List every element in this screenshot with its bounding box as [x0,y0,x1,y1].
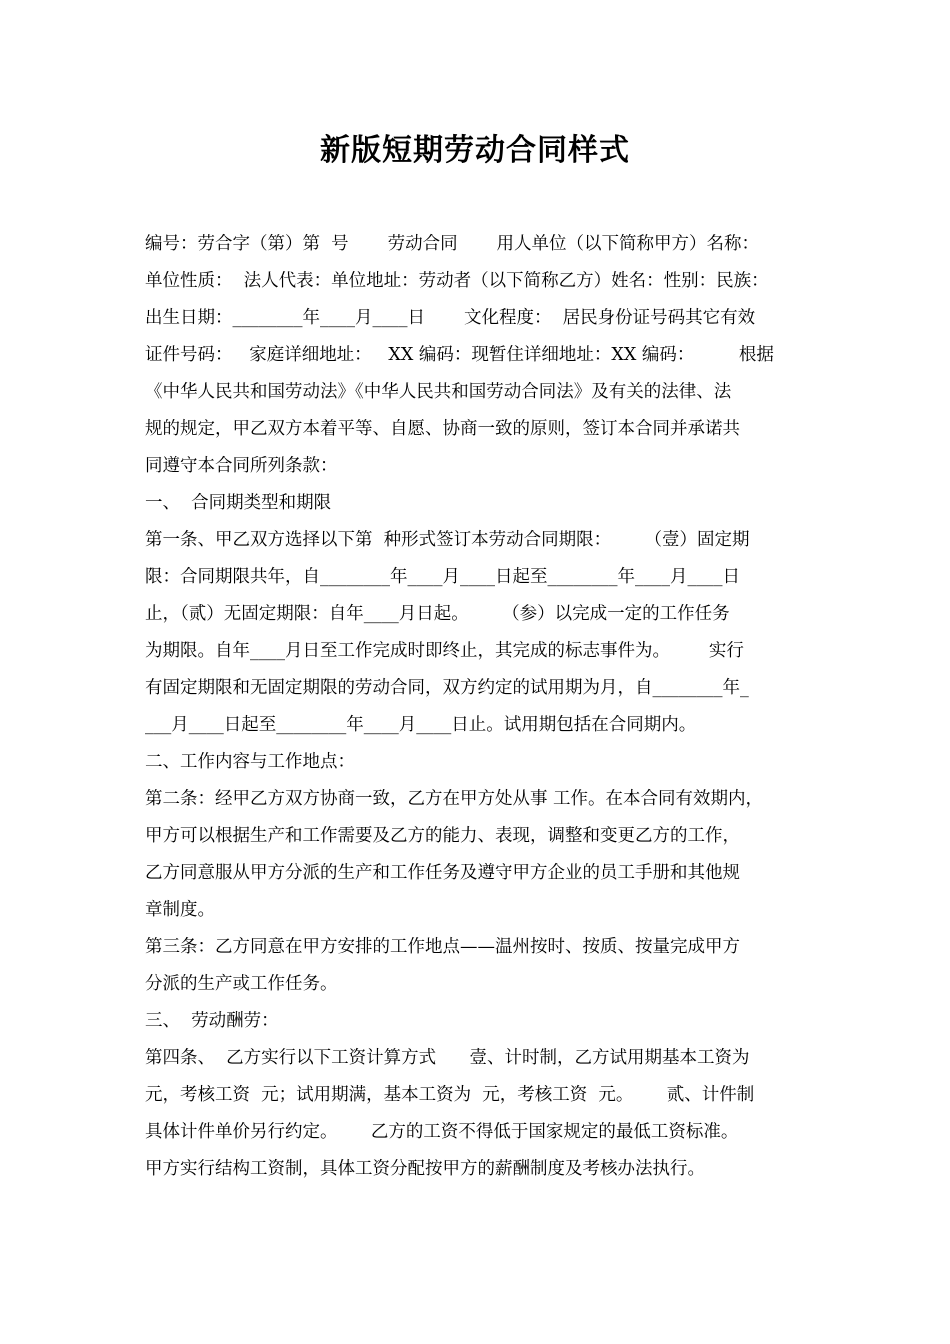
text-line: 为期限。自年____月日至工作完成时即终止，其完成的标志事件为。 实行 [145,641,744,661]
section-heading: 二、工作内容与工作地点： [145,752,355,772]
text-line: 第二条：经甲乙方双方协商一致，乙方在甲方处从事 工作。在本合同有效期内， [145,789,764,809]
text-line: 编号：劳合字（第）第 号 劳动合同 用人单位（以下简称甲方）名称： [145,234,760,254]
text-line: 同遵守本合同所列条款： [145,456,338,476]
text-line: 《中华人民共和国劳动法》《中华人民共和国劳动合同法》及有关的法律、法 [145,382,732,402]
text-line: 止，（贰）无固定期限：自年____月日起。 （参）以完成一定的工作任务 [145,604,730,624]
text-line: 规的规定，甲乙双方本着平等、自愿、协商一致的原则，签订本合同并承诺共 [145,419,740,439]
text-line: 有固定期限和无固定期限的劳动合同，双方约定的试用期为月，自________年_ [145,678,749,698]
text-line: 乙方同意服从甲方分派的生产和工作任务及遵守甲方企业的员工手册和其他规 [145,863,740,883]
text-line: 元，考核工资 元；试用期满，基本工资为 元，考核工资 元。 贰、计件制 [145,1085,755,1105]
text-line: ___月____日起至________年____月____日止。试用期包括在合同期内。 [145,715,697,735]
text-line: 出生日期：________年____月____日 文化程度： 居民身份证号码其它有效 [145,308,756,328]
text-line: 具体计件单价另行约定。 乙方的工资不得低于国家规定的最低工资标准。 [145,1122,739,1142]
text-line: 甲方实行结构工资制，具体工资分配按甲方的薪酬制度及考核办法执行。 [145,1159,705,1179]
text-line: 分派的生产或工作任务。 [145,974,338,994]
section-heading: 三、 劳动酬劳： [145,1011,279,1031]
text-line: 第三条：乙方同意在甲方安排的工作地点——温州按时、按质、按量完成甲方 [145,937,740,957]
text-line: 限：合同期限共年，自________年____月____日起至________年____月____日 [145,567,740,587]
text-line: 第四条、 乙方实行以下工资计算方式 壹、计时制，乙方试用期基本工资为 [145,1048,750,1068]
document-title: 新版短期劳动合同样式 [320,133,630,168]
text-line: 证件号码： 家庭详细地址： XX 编码：现暂住详细地址：XX 编码： 根据 [145,345,774,365]
text-line: 章制度。 [145,900,215,920]
text-line: 单位性质： 法人代表：单位地址：劳动者（以下简称乙方）姓名：性别：民族： [145,271,769,291]
document-body [145,226,815,1188]
text-line: 甲方可以根据生产和工作需要及乙方的能力、表现，调整和变更乙方的工作， [145,826,740,846]
section-heading: 一、 合同期类型和期限 [145,493,332,513]
text-line: 第一条、甲乙双方选择以下第 种形式签订本劳动合同期限： （壹）固定期 [145,530,750,550]
